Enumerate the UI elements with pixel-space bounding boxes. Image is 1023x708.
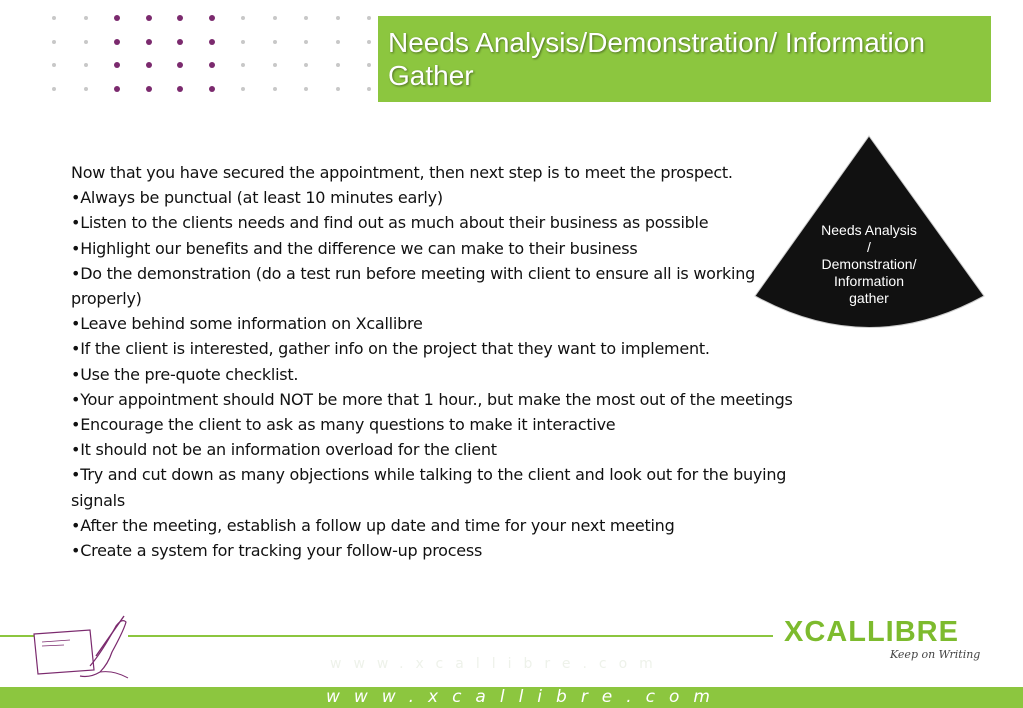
decorative-dot <box>177 62 183 68</box>
decorative-dot <box>52 87 56 91</box>
decorative-dot <box>367 87 371 91</box>
stage-triangle-label <box>806 222 932 307</box>
decorative-dot-grid <box>44 8 376 102</box>
triangle-label-line: gather <box>849 290 889 306</box>
decorative-dot <box>304 63 308 67</box>
decorative-dot <box>273 63 277 67</box>
decorative-dot <box>209 15 215 21</box>
decorative-dot <box>304 16 308 20</box>
decorative-dot <box>84 16 88 20</box>
logo-text: XCALLIBRE <box>784 616 959 648</box>
bullet-item: •If the client is interested, gather info on the project that they want to implement. <box>71 339 710 359</box>
decorative-dot <box>336 16 340 20</box>
bullet-item: •Do the demonstration (do a test run before meeting with client to ensure all is working properly) <box>71 263 756 309</box>
decorative-dot <box>241 40 245 44</box>
decorative-dot <box>52 16 56 20</box>
bullet-item: •Use the pre-quote checklist. <box>71 364 299 384</box>
triangle-label-line: / <box>867 239 871 255</box>
bullet-item: •Highlight our benefits and the difference we can make to their business <box>71 238 638 258</box>
decorative-dot <box>241 87 245 91</box>
signing-hand-illustration <box>30 612 134 684</box>
footer-divider <box>128 635 773 637</box>
bullet-item: •Create a system for tracking your follow-up process <box>71 541 483 561</box>
decorative-dot <box>84 40 88 44</box>
decorative-dot <box>367 16 371 20</box>
bullet-item: •After the meeting, establish a follow up date and time for your next meeting <box>71 515 675 535</box>
decorative-dot <box>146 86 152 92</box>
bullet-item: •Leave behind some information on Xcallibre <box>71 314 423 334</box>
intro-paragraph: Now that you have secured the appointment, then next step is to meet the prospect. <box>71 163 733 182</box>
decorative-dot <box>209 39 215 45</box>
decorative-dot <box>273 40 277 44</box>
title-banner <box>378 16 991 102</box>
decorative-dot <box>273 87 277 91</box>
logo-tagline: Keep on Writing <box>890 648 981 661</box>
decorative-dot <box>114 15 120 21</box>
decorative-dot <box>84 63 88 67</box>
decorative-dot <box>367 63 371 67</box>
decorative-dot <box>177 15 183 21</box>
decorative-dot <box>336 40 340 44</box>
triangle-label-line: Demonstration/ <box>821 256 917 272</box>
footer-url: www.xcallibre.com <box>326 687 724 707</box>
decorative-dot <box>336 87 340 91</box>
decorative-dot <box>52 40 56 44</box>
decorative-dot <box>114 86 120 92</box>
decorative-dot <box>367 40 371 44</box>
footer-divider-left <box>0 635 34 637</box>
decorative-dot <box>304 87 308 91</box>
decorative-dot <box>304 40 308 44</box>
decorative-dot <box>241 16 245 20</box>
decorative-dot <box>84 87 88 91</box>
bullet-item: •Your appointment should NOT be more that 1 hour., but make the most out of the meetings <box>71 389 793 409</box>
footer-url-watermark: www.xcallibre.com <box>330 656 665 672</box>
triangle-label-line: Information <box>833 273 905 289</box>
decorative-dot <box>209 86 215 92</box>
decorative-dot <box>146 39 152 45</box>
bullet-item: •Try and cut down as many objections while talking to the client and look out for the buying signals <box>71 465 787 510</box>
bullet-item: •Always be punctual (at least 10 minutes early) <box>71 188 443 208</box>
decorative-dot <box>273 16 277 20</box>
bullet-item: •Listen to the clients needs and find out as much about their business as possible <box>71 213 709 233</box>
decorative-dot <box>177 86 183 92</box>
decorative-dot <box>146 15 152 21</box>
decorative-dot <box>146 62 152 68</box>
slide-title: Needs Analysis/Demonstration/ Information Gather <box>388 27 925 91</box>
bullet-item: •Encourage the client to ask as many questions to make it interactive <box>71 415 616 435</box>
decorative-dot <box>177 39 183 45</box>
slide-body <box>71 160 801 563</box>
decorative-dot <box>114 62 120 68</box>
footer-bar <box>0 687 1023 708</box>
decorative-dot <box>209 62 215 68</box>
triangle-label-line: Needs Analysis <box>821 222 917 238</box>
decorative-dot <box>52 63 56 67</box>
xcallibre-logo <box>784 616 994 648</box>
decorative-dot <box>241 63 245 67</box>
bullet-item: •It should not be an information overload for the client <box>71 440 497 460</box>
decorative-dot <box>114 39 120 45</box>
decorative-dot <box>336 63 340 67</box>
